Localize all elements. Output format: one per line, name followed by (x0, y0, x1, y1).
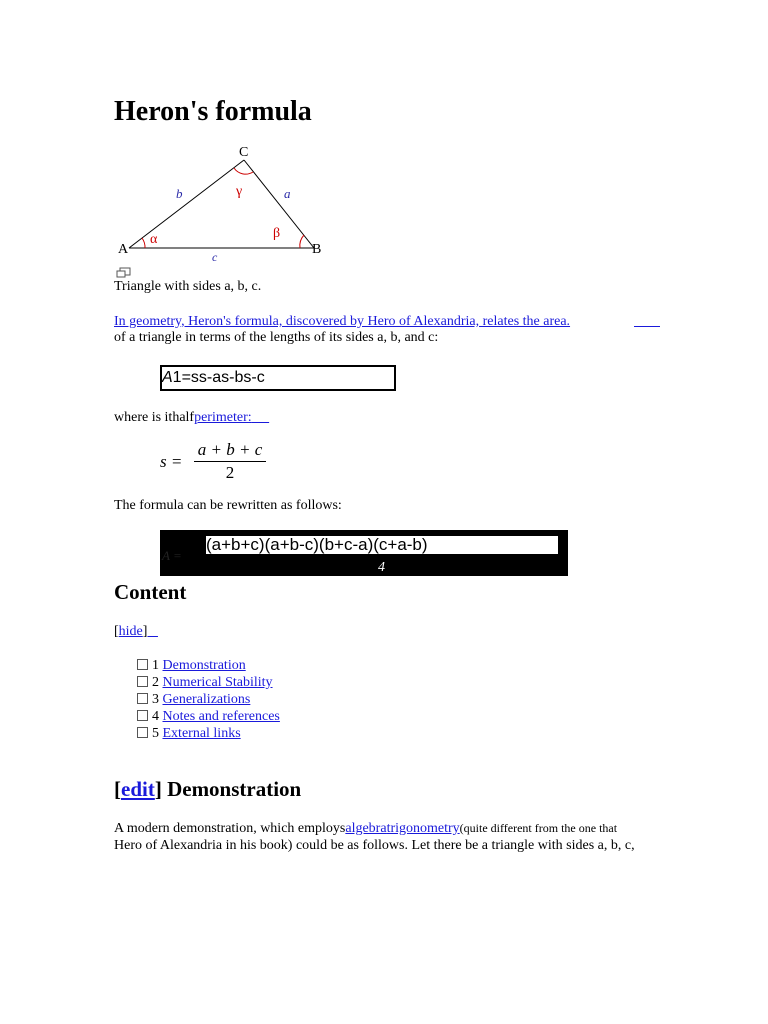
formula2-text: (a+b+c)(a+b-c)(b+c-a)(c+a-b) (206, 536, 558, 554)
formula-area-glyph: A (162, 369, 173, 386)
page-title: Heron's formula (114, 96, 312, 127)
side-b-line (129, 160, 244, 248)
content-heading: Content (114, 580, 187, 604)
formula-area-text: 1=ss-as-bs-c (172, 369, 265, 386)
formula2-denominator: 4 (378, 560, 385, 575)
angle-alpha-arc (142, 238, 145, 248)
toc-link[interactable]: Demonstration (162, 658, 246, 673)
checkbox-icon (137, 727, 148, 738)
semi-numerator: a + b + c (194, 439, 266, 462)
demonstration-title: Demonstration (167, 777, 302, 801)
hide-link[interactable]: hide (118, 624, 143, 639)
toc-list (137, 657, 280, 742)
toc-link[interactable]: Numerical Stability (162, 675, 273, 690)
side-c-label: c (212, 250, 218, 264)
algebra-link[interactable]: algebra (345, 821, 387, 836)
intro-line-1[interactable]: In geometry, Heron's formula, discovered by Hero of Alexandria, relates the area. (114, 314, 571, 329)
edit-link[interactable]: edit (121, 777, 155, 801)
toc-item[interactable] (137, 691, 280, 708)
perimeter-line (114, 409, 269, 426)
triangle-figure (112, 140, 326, 264)
formula2-lhs: A = (162, 548, 182, 563)
perimeter-text: where is ithalf (114, 410, 195, 425)
angle-beta-label: β (273, 226, 281, 241)
trigonometry-link[interactable]: trigonometry (386, 821, 460, 836)
toc-num: 3 (152, 692, 159, 707)
toc-num: 2 (152, 675, 159, 690)
perimeter-link[interactable]: perimeter: (194, 410, 252, 425)
angle-beta-arc (300, 235, 304, 248)
toc-num: 1 (152, 658, 159, 673)
rewrite-text: The formula can be rewritten as follows: (114, 498, 342, 513)
hide-bracket-close: ] (142, 624, 148, 639)
edit-bracket-close: ] (154, 777, 162, 801)
checkbox-icon (137, 676, 148, 687)
vertex-b-label: B (312, 242, 322, 257)
toc-num: 5 (152, 726, 159, 741)
semi-lhs: s = (160, 452, 183, 471)
semi-denominator: 2 (225, 463, 235, 482)
demo-small-text: (quite different from the one that (459, 821, 618, 835)
toc-num: 4 (152, 709, 159, 724)
demo-paragraph-line-1 (114, 820, 617, 837)
checkbox-icon (137, 693, 148, 704)
figure-caption: Triangle with sides a, b, c. (114, 279, 262, 294)
toc-item[interactable] (137, 674, 280, 691)
formula-area-box (160, 365, 396, 391)
hide-toggle (114, 623, 158, 640)
edit-bracket-open: [ (114, 777, 121, 801)
side-a-label: a (284, 186, 291, 201)
vertex-c-label: C (239, 145, 249, 160)
toc-link[interactable]: External links (162, 726, 241, 741)
toc-link[interactable]: Notes and references (162, 709, 280, 724)
toc-item[interactable] (137, 708, 280, 725)
demonstration-heading (114, 777, 301, 802)
angle-gamma-label: γ (236, 184, 243, 199)
checkbox-icon (137, 710, 148, 721)
demo-paragraph-line-2: Hero of Alexandria in his book) could be as follows. Let there be a triangle with sides a, b, c, (114, 838, 635, 853)
vertex-a-label: A (118, 242, 129, 257)
intro-line-2: of a triangle in terms of the lengths of its sides a, b, and c: (114, 330, 439, 345)
angle-alpha-label: α (150, 232, 158, 247)
toc-link[interactable]: Generalizations (162, 692, 251, 707)
side-b-label: b (176, 186, 183, 201)
link-underline[interactable] (634, 326, 660, 327)
checkbox-icon (137, 659, 148, 670)
demo-text: A modern demonstration, which employs (114, 821, 346, 836)
hide-bracket-open: [ (114, 624, 119, 639)
formula-rewritten-box (160, 530, 568, 576)
toc-item[interactable] (137, 725, 280, 742)
angle-gamma-arc (234, 168, 253, 174)
toc-item[interactable] (137, 657, 280, 674)
